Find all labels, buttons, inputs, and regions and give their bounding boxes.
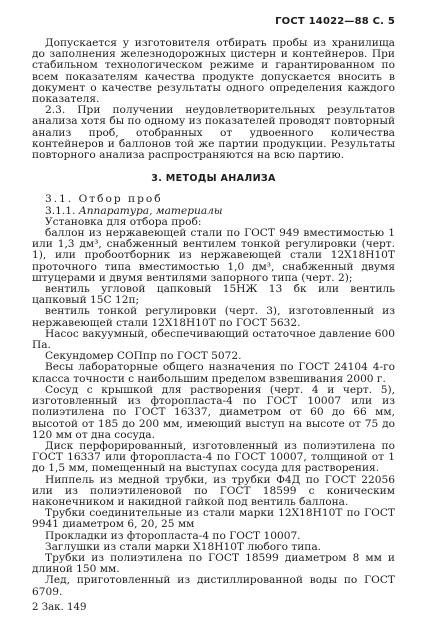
paragraph-main-11: Прокладки из фторопласта-4 по ГОСТ 10007.	[45, 529, 301, 542]
page-footer: 2 Зак. 149	[32, 602, 87, 613]
page-body	[32, 38, 395, 598]
subsubsection-title: Аппаратура, материалы	[78, 204, 223, 217]
paragraph-main-1: баллон из нержавеющей стали по ГОСТ 949 вместимостью 1 или 1,3 дм³, снабженный вентилем тонкой регулировки (черт. 1), или пробоотборник из нержавеющей стали 12Х18Н10Т проточного типа вместимостью 1,0 дм³, снабженный двумя штуцерами и двумя вентилями запорного типа (черт. 2);	[32, 227, 395, 284]
page-header: ГОСТ 14022—88 С. 5	[275, 16, 395, 27]
paragraph-main-3: вентиль тонкой регулировки (черт. 3), изготовленный из нержавеющей стали 12Х18Н10Т по ГОСТ 5632.	[32, 305, 395, 329]
paragraph-main-14: Лед, приготовленный из дистиллированной воды по ГОСТ 6709.	[32, 574, 395, 598]
paragraph-main-13: Трубки из полиэтилена по ГОСТ 18599 диаметром 8 мм и длиной 150 мм.	[32, 551, 395, 576]
paragraph-main-8: Диск перфорированный, изготовленный из полиэтилена по ГОСТ 16337 или фторопласта-4 по ГОСТ 10007, толщиной от 1 до 1,5 мм, помещенный на выступах сосуда для растворения.	[32, 439, 395, 475]
paragraph-sampling-permission: Допускается у изготовителя отбирать пробы из хранилища до заполнения железнодорожных цистерн и контейнеров. При стабильном технологическом режиме и гарантированном по всем показателям качества продукте допускается вносить в документ о качестве результаты одного определения каждого показателя.	[32, 37, 395, 106]
paragraph-main-4: Насос вакуумный, обеспечивающий остаточное давление 600 Па.	[32, 327, 395, 352]
paragraph-main-7: Сосуд с крышкой для растворения (черт. 4 и черт. 5), изготовленный из фторопласта-4 по ГОСТ 10007 или из полиэтилена по ГОСТ 16337, диаметром от 60 до 66 мм, высотой от 185 до 200 мм, имеющий выступ на высоте от 75 до 120 мм от дна сосуда.	[32, 383, 395, 441]
paragraph-main-6: Весы лабораторные общего назначения по ГОСТ 24104 4-го класса точности с наибольшим пределом взвешивания 2000 г.	[32, 361, 395, 385]
subsection-heading: 3.1. Отбор проб	[45, 193, 163, 206]
paragraph-2-3: 2.3. При получении неудовлетворительных результатов анализа хотя бы по одному из показателей проводят повторный анализ проб, отобранных от удвоенного количества контейнеров и баллонов той же партии продукции. Результаты повторного анализа распространяются на всю партию.	[32, 104, 395, 162]
paragraph-main-2: вентиль угловой цапковый 15НЖ 13 бк или вентиль цапковый 15С 12п;	[32, 283, 395, 307]
paragraph-main-12: Заглушки из стали марки Х18Н10Т любого типа.	[45, 540, 322, 553]
section-title: 3. МЕТОДЫ АНАЛИЗА	[151, 173, 276, 185]
paragraph-main-9: Ниппель из медной трубки, из трубки Ф4Д по ГОСТ 22056 или из полиэтиленовой по ГОСТ 18599 с коническим наконечником и накидной гайкой под вентиль баллона.	[32, 473, 395, 508]
subsubsection-number: 3.1.1.	[45, 204, 76, 217]
paragraph-main-5: Секундомер СОПпр по ГОСТ 5072.	[45, 350, 242, 363]
paragraph-main-10: Трубки соединительные из стали марки 12Х18Н10Т по ГОСТ 9941 диаметром 6, 20, 25 мм	[32, 507, 395, 531]
paragraph-main-0: Установка для отбора проб:	[45, 215, 202, 228]
